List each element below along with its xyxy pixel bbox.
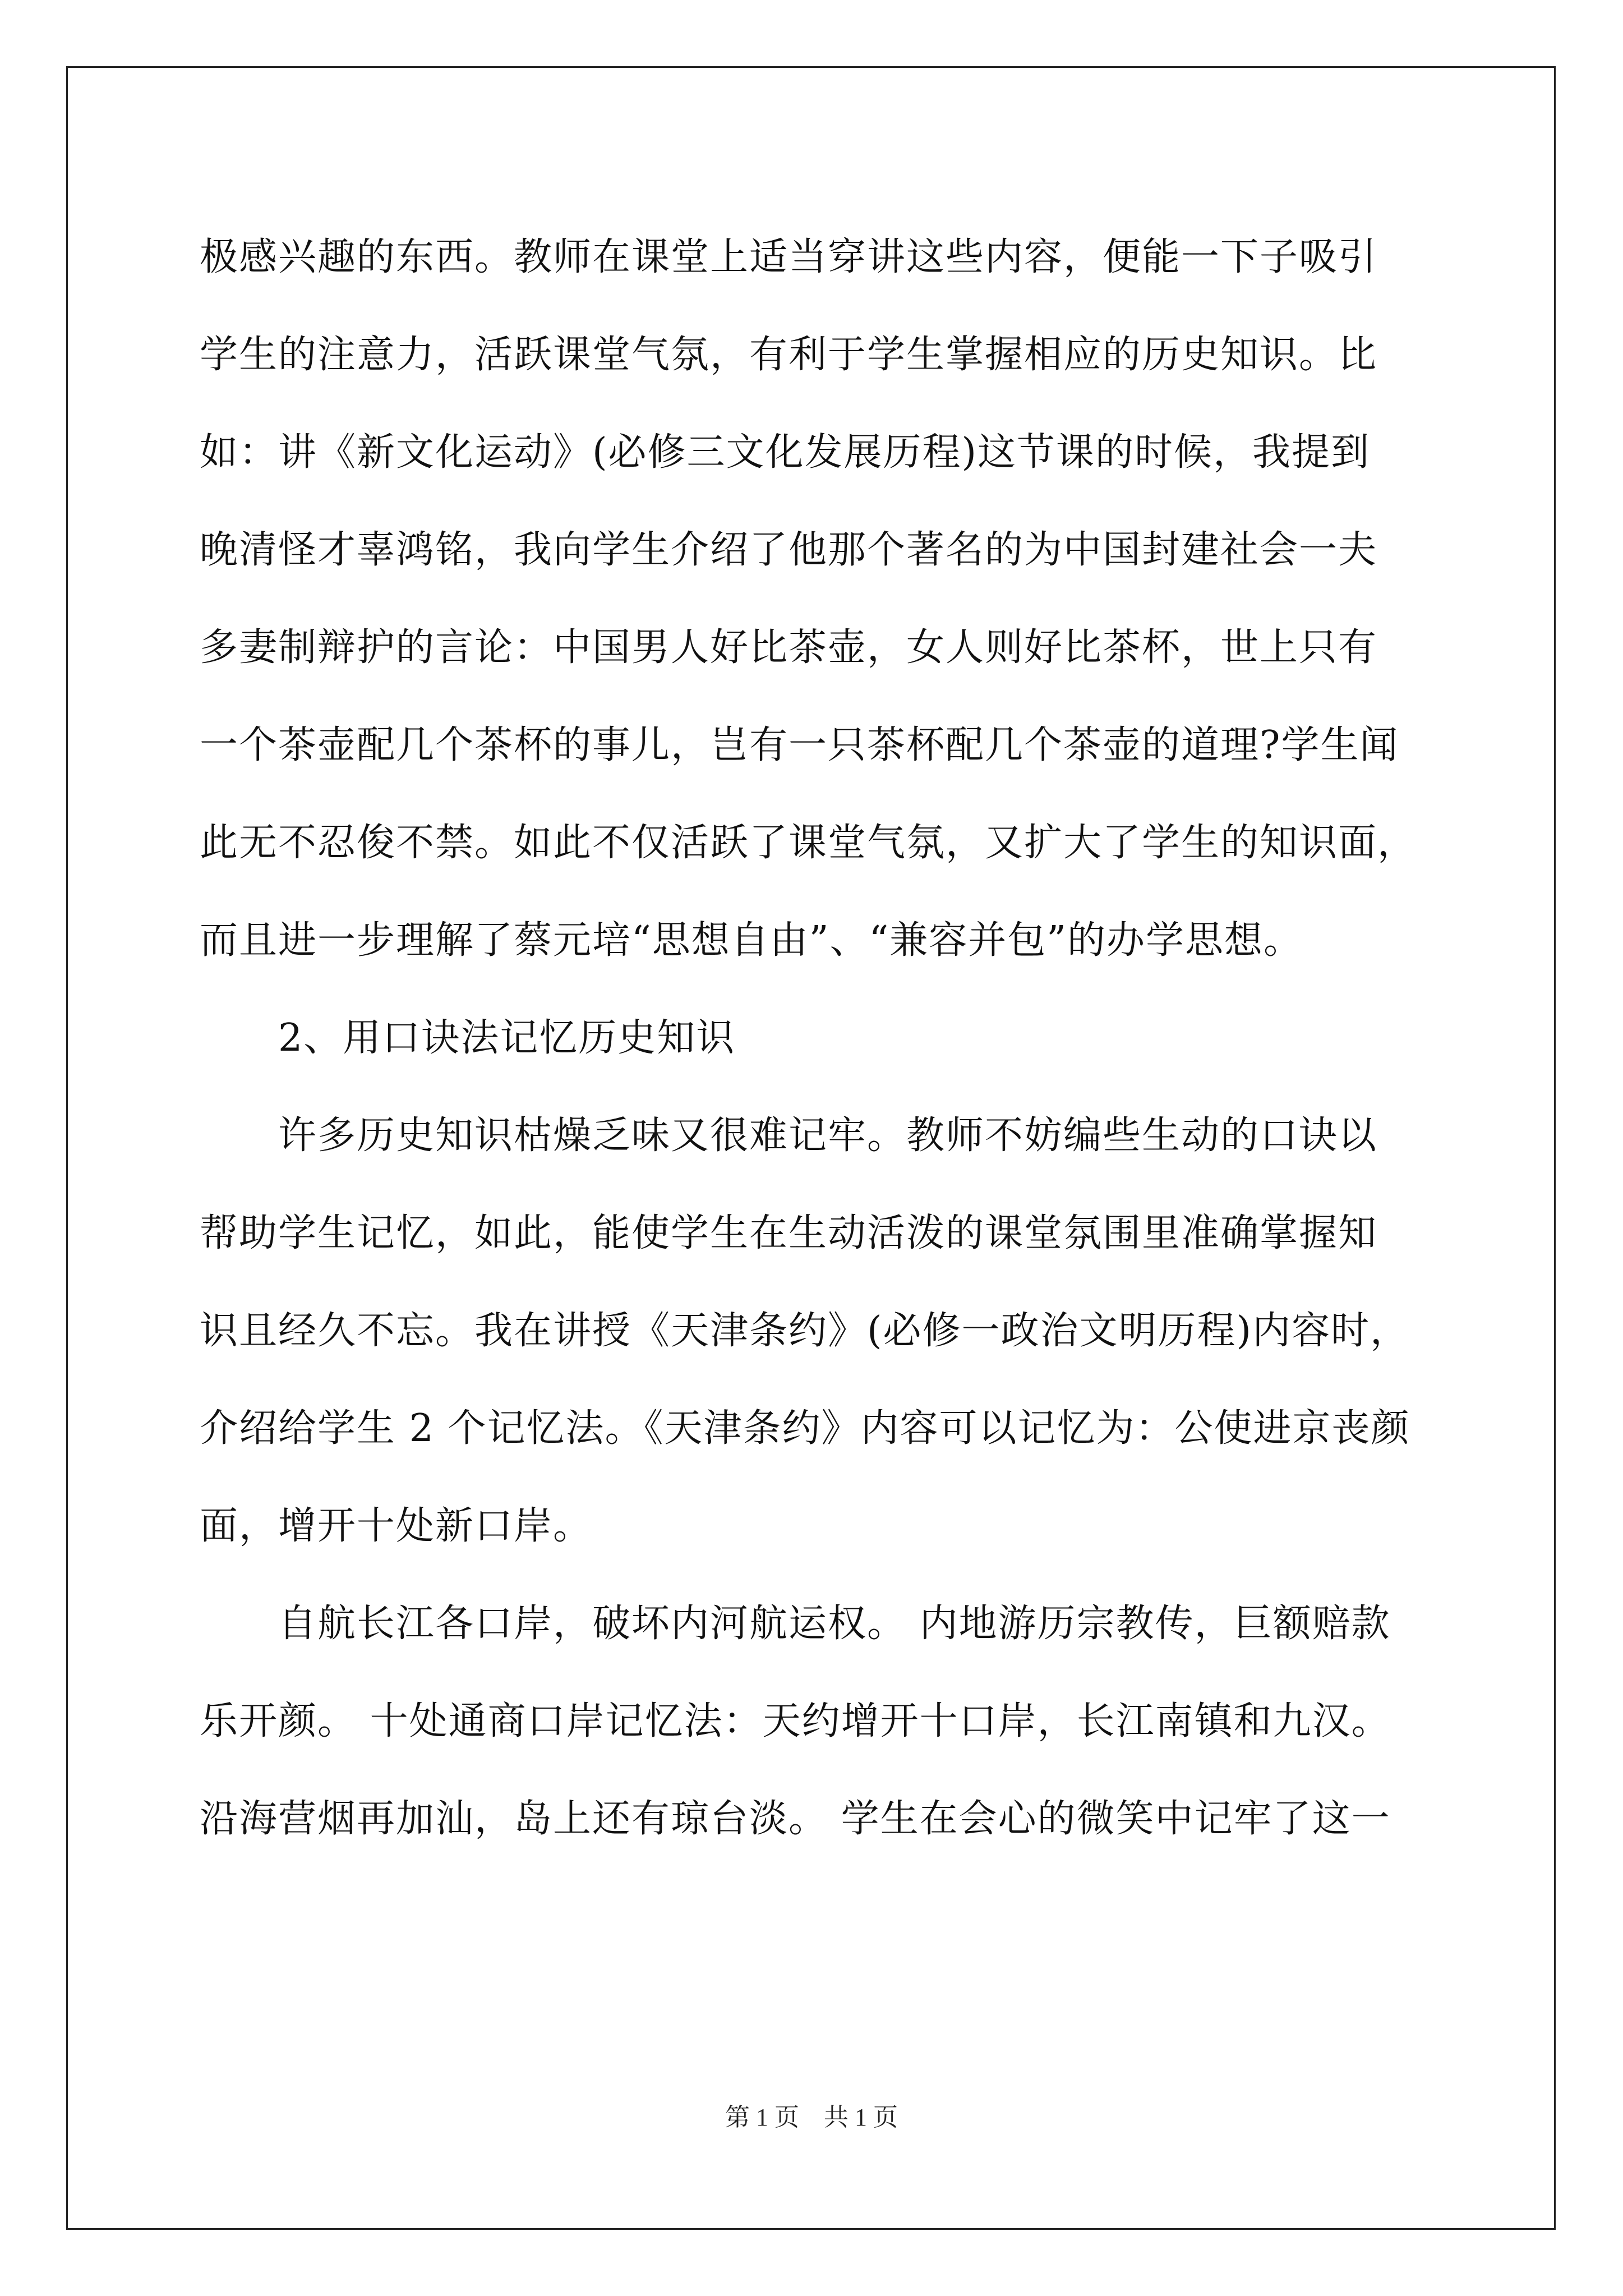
text-line: 晚清怪才辜鸿铭，我向学生介绍了他那个著名的为中国封建社会一夫 (200, 528, 1378, 572)
text-line: 此无不忍俊不禁。如此不仅活跃了课堂气氛，又扩大了学生的知识面， (200, 821, 1417, 865)
text-line: 许多历史知识枯燥乏味又很难记牢。教师不妨编些生动的口诀以 (278, 1114, 1378, 1158)
document-body (200, 209, 1433, 1868)
text-line: 介绍给学生 2 个记忆法。《天津条约》内容可以记忆为：公使进京丧颜 (200, 1406, 1410, 1451)
text-line: 帮助学生记忆，如此，能使学生在生动活泼的课堂氛围里准确掌握知 (200, 1211, 1378, 1255)
text-line: 面，增开十处新口岸。 (200, 1504, 593, 1548)
text-line: 学生的注意力，活跃课堂气氛，有利于学生掌握相应的历史知识。比 (200, 333, 1378, 377)
text-line: 极感兴趣的东西。教师在课堂上适当穿讲这些内容，便能一下子吸引 (200, 235, 1378, 279)
text-line: 2、用口诀法记忆历史知识 (278, 1016, 736, 1060)
text-line: 多妻制辩护的言论：中国男人好比茶壶，女人则好比茶杯，世上只有 (200, 625, 1378, 670)
text-line: 识且经久不忘。我在讲授《天津条约》(必修一政治文明历程)内容时， (200, 1309, 1410, 1353)
page-number-footer: 第 1 页 共 1 页 (725, 2104, 898, 2131)
text-line: 如：讲《新文化运动》(必修三文化发展历程)这节课的时候，我提到 (200, 430, 1371, 475)
text-line: 而且进一步理解了蔡元培“思想自由”、“兼容并包”的办学思想。 (200, 918, 1303, 963)
text-line: 沿海营烟再加汕，岛上还有琼台淡。 学生在会心的微笑中记牢了这一 (200, 1797, 1391, 1841)
text-line: 乐开颜。 十处通商口岸记忆法：天约增开十口岸，长江南镇和九汉。 (200, 1699, 1391, 1743)
text-line: 自航长江各口岸，破坏内河航运权。 内地游历宗教传，巨额赔款 (278, 1602, 1391, 1646)
text-line: 一个茶壶配几个茶杯的事儿，岂有一只茶杯配几个茶壶的道理?学生闻 (200, 723, 1399, 767)
